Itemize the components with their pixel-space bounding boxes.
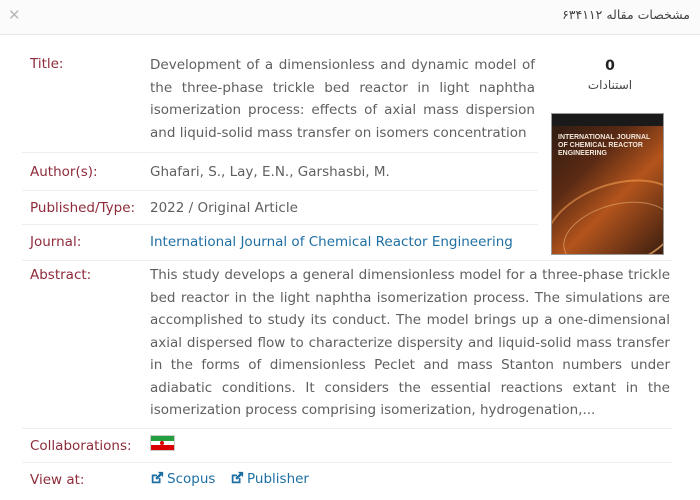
abstract-label: Abstract: — [30, 267, 92, 283]
title-row — [22, 48, 538, 153]
published-value: 2022 / Original Article — [150, 200, 298, 216]
publisher-link[interactable] — [230, 471, 309, 487]
close-icon[interactable]: ✕ — [8, 6, 21, 24]
dialog-header — [0, 0, 700, 35]
authors-label: Author(s): — [30, 164, 98, 180]
view-at-row — [22, 464, 672, 496]
journal-cover-image — [551, 113, 664, 255]
published-row — [22, 192, 538, 225]
citations-box[interactable] — [570, 58, 650, 92]
scopus-link-label: Scopus — [167, 471, 216, 487]
authors-value: Ghafari, S., Lay, E.N., Garshasbi, M. — [150, 164, 390, 180]
cover-title: INTERNATIONAL JOURNAL OF CHEMICAL REACTOR ENGINEERING — [558, 134, 651, 157]
collaborations-label: Collaborations: — [30, 438, 132, 454]
journal-label: Journal: — [30, 234, 82, 250]
title-value: Development of a dimensionless and dynamic model of the three-phase trickle bed reactor in light naphtha isomerization process: effects of axial mass dispersion and liquid-solid mass transfer on isomers concentration — [150, 57, 535, 141]
collaborations-row — [22, 430, 672, 463]
journal-link[interactable]: International Journal of Chemical Reactor Engineering — [150, 234, 513, 250]
external-link-icon — [150, 471, 164, 485]
iran-flag-icon — [150, 435, 175, 451]
view-at-label: View at: — [30, 472, 85, 488]
scopus-link[interactable] — [150, 471, 215, 487]
external-link-icon — [230, 471, 244, 485]
title-label: Title: — [30, 56, 64, 72]
abstract-row — [22, 262, 672, 429]
citations-count: 0 — [605, 58, 615, 74]
authors-row — [22, 156, 538, 191]
published-label: Published/Type: — [30, 200, 136, 216]
citations-label: استنادات — [587, 78, 633, 92]
abstract-value: This study develops a general dimensionless model for a three-phase trickle bed reactor in the light naphtha isomerization process. The simulations are accomplished to study its conduct. The model brings up a one-dimensional axial dispersed flow to characterize dispersity and liquid-solid mass transfer in the forms of dimensionless Peclet and mass Stanton numbers under adiabatic conditions. It considers the essential reactions extant in the isomerization process comprising isomerization, hydrogenation,... — [150, 267, 670, 418]
dialog-title: مشخصات مقاله ۶۳۴۱۱۲ — [562, 7, 690, 22]
publisher-link-label: Publisher — [247, 471, 309, 487]
